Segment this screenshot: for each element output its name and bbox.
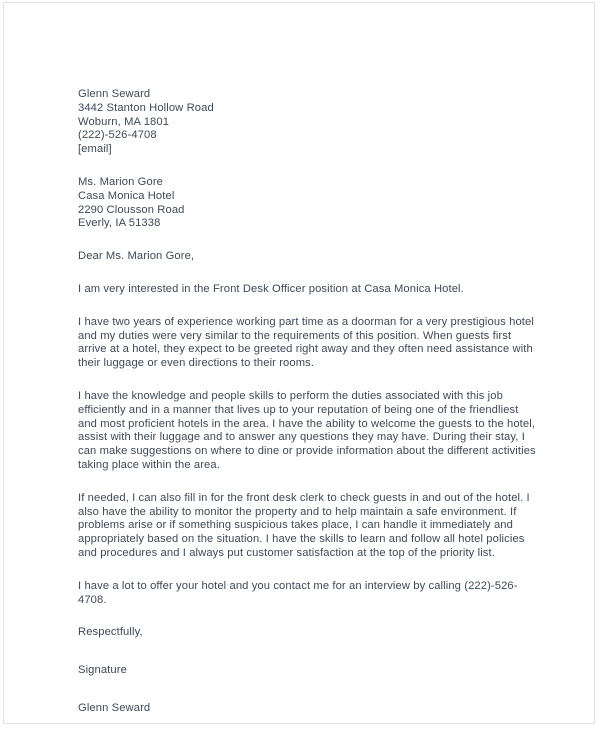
salutation: Dear Ms. Marion Gore, bbox=[78, 250, 195, 263]
recipient-name: Ms. Marion Gore bbox=[78, 175, 163, 188]
document-page bbox=[3, 2, 595, 724]
recipient-address-block bbox=[78, 176, 536, 231]
intro-paragraph: I am very interested in the Front Desk Officer position at Casa Monica Hotel. bbox=[78, 282, 464, 295]
body-paragraph-4: I have a lot to offer your hotel and you contact me for an interview by calling (222)-526-4708. bbox=[78, 579, 518, 606]
sender-city-state-zip: Woburn, MA 1801 bbox=[78, 115, 170, 128]
body-paragraph-3: If needed, I can also fill in for the front desk clerk to check guests in and out of the hotel. I also have the ability to monitor the property and to help maintain a safe environment. If problems arise or if something suspicious takes place, I can handle it immediately and appropriately based on the situation. I have the skills to learn and follow all hotel policies and procedures and I always put customer satisfaction at the top of the priority list. bbox=[78, 491, 534, 559]
recipient-city-state-zip: Everly, IA 51338 bbox=[78, 217, 161, 230]
letter-body bbox=[78, 88, 539, 716]
sender-street: 3442 Stanton Hollow Road bbox=[78, 101, 214, 114]
recipient-company: Casa Monica Hotel bbox=[78, 189, 175, 202]
sender-phone: (222)-526-4708 bbox=[78, 129, 157, 142]
body-paragraph-2: I have the knowledge and people skills to perform the duties associated with this job efficiently and in a manner that lives up to your reputation of being one of the friendliest and most proficient hotels in the area. I have the ability to welcome the guests to the hotel, assist with their luggage and to answer any questions they may have. During their stay, I can make suggestions on where to dine or provide information about the different activities taking place within the area. bbox=[78, 389, 539, 471]
sender-name: Glenn Seward bbox=[78, 88, 151, 100]
closing-salutation: Respectfully, bbox=[78, 626, 143, 639]
signature-name: Glenn Seward bbox=[78, 701, 151, 714]
signature-placeholder: Signature bbox=[78, 664, 127, 677]
sender-email: [email] bbox=[78, 143, 112, 156]
body-paragraph-1: I have two years of experience working part time as a doorman for a very prestigious hotel and my duties were very similar to the requirements of this position. When guests first arrive at a hotel, they expect to be greeted right away and they often need assistance with their luggage or even directions to their rooms. bbox=[78, 315, 538, 370]
sender-address-block bbox=[78, 88, 536, 157]
recipient-street: 2290 Clousson Road bbox=[78, 203, 185, 216]
